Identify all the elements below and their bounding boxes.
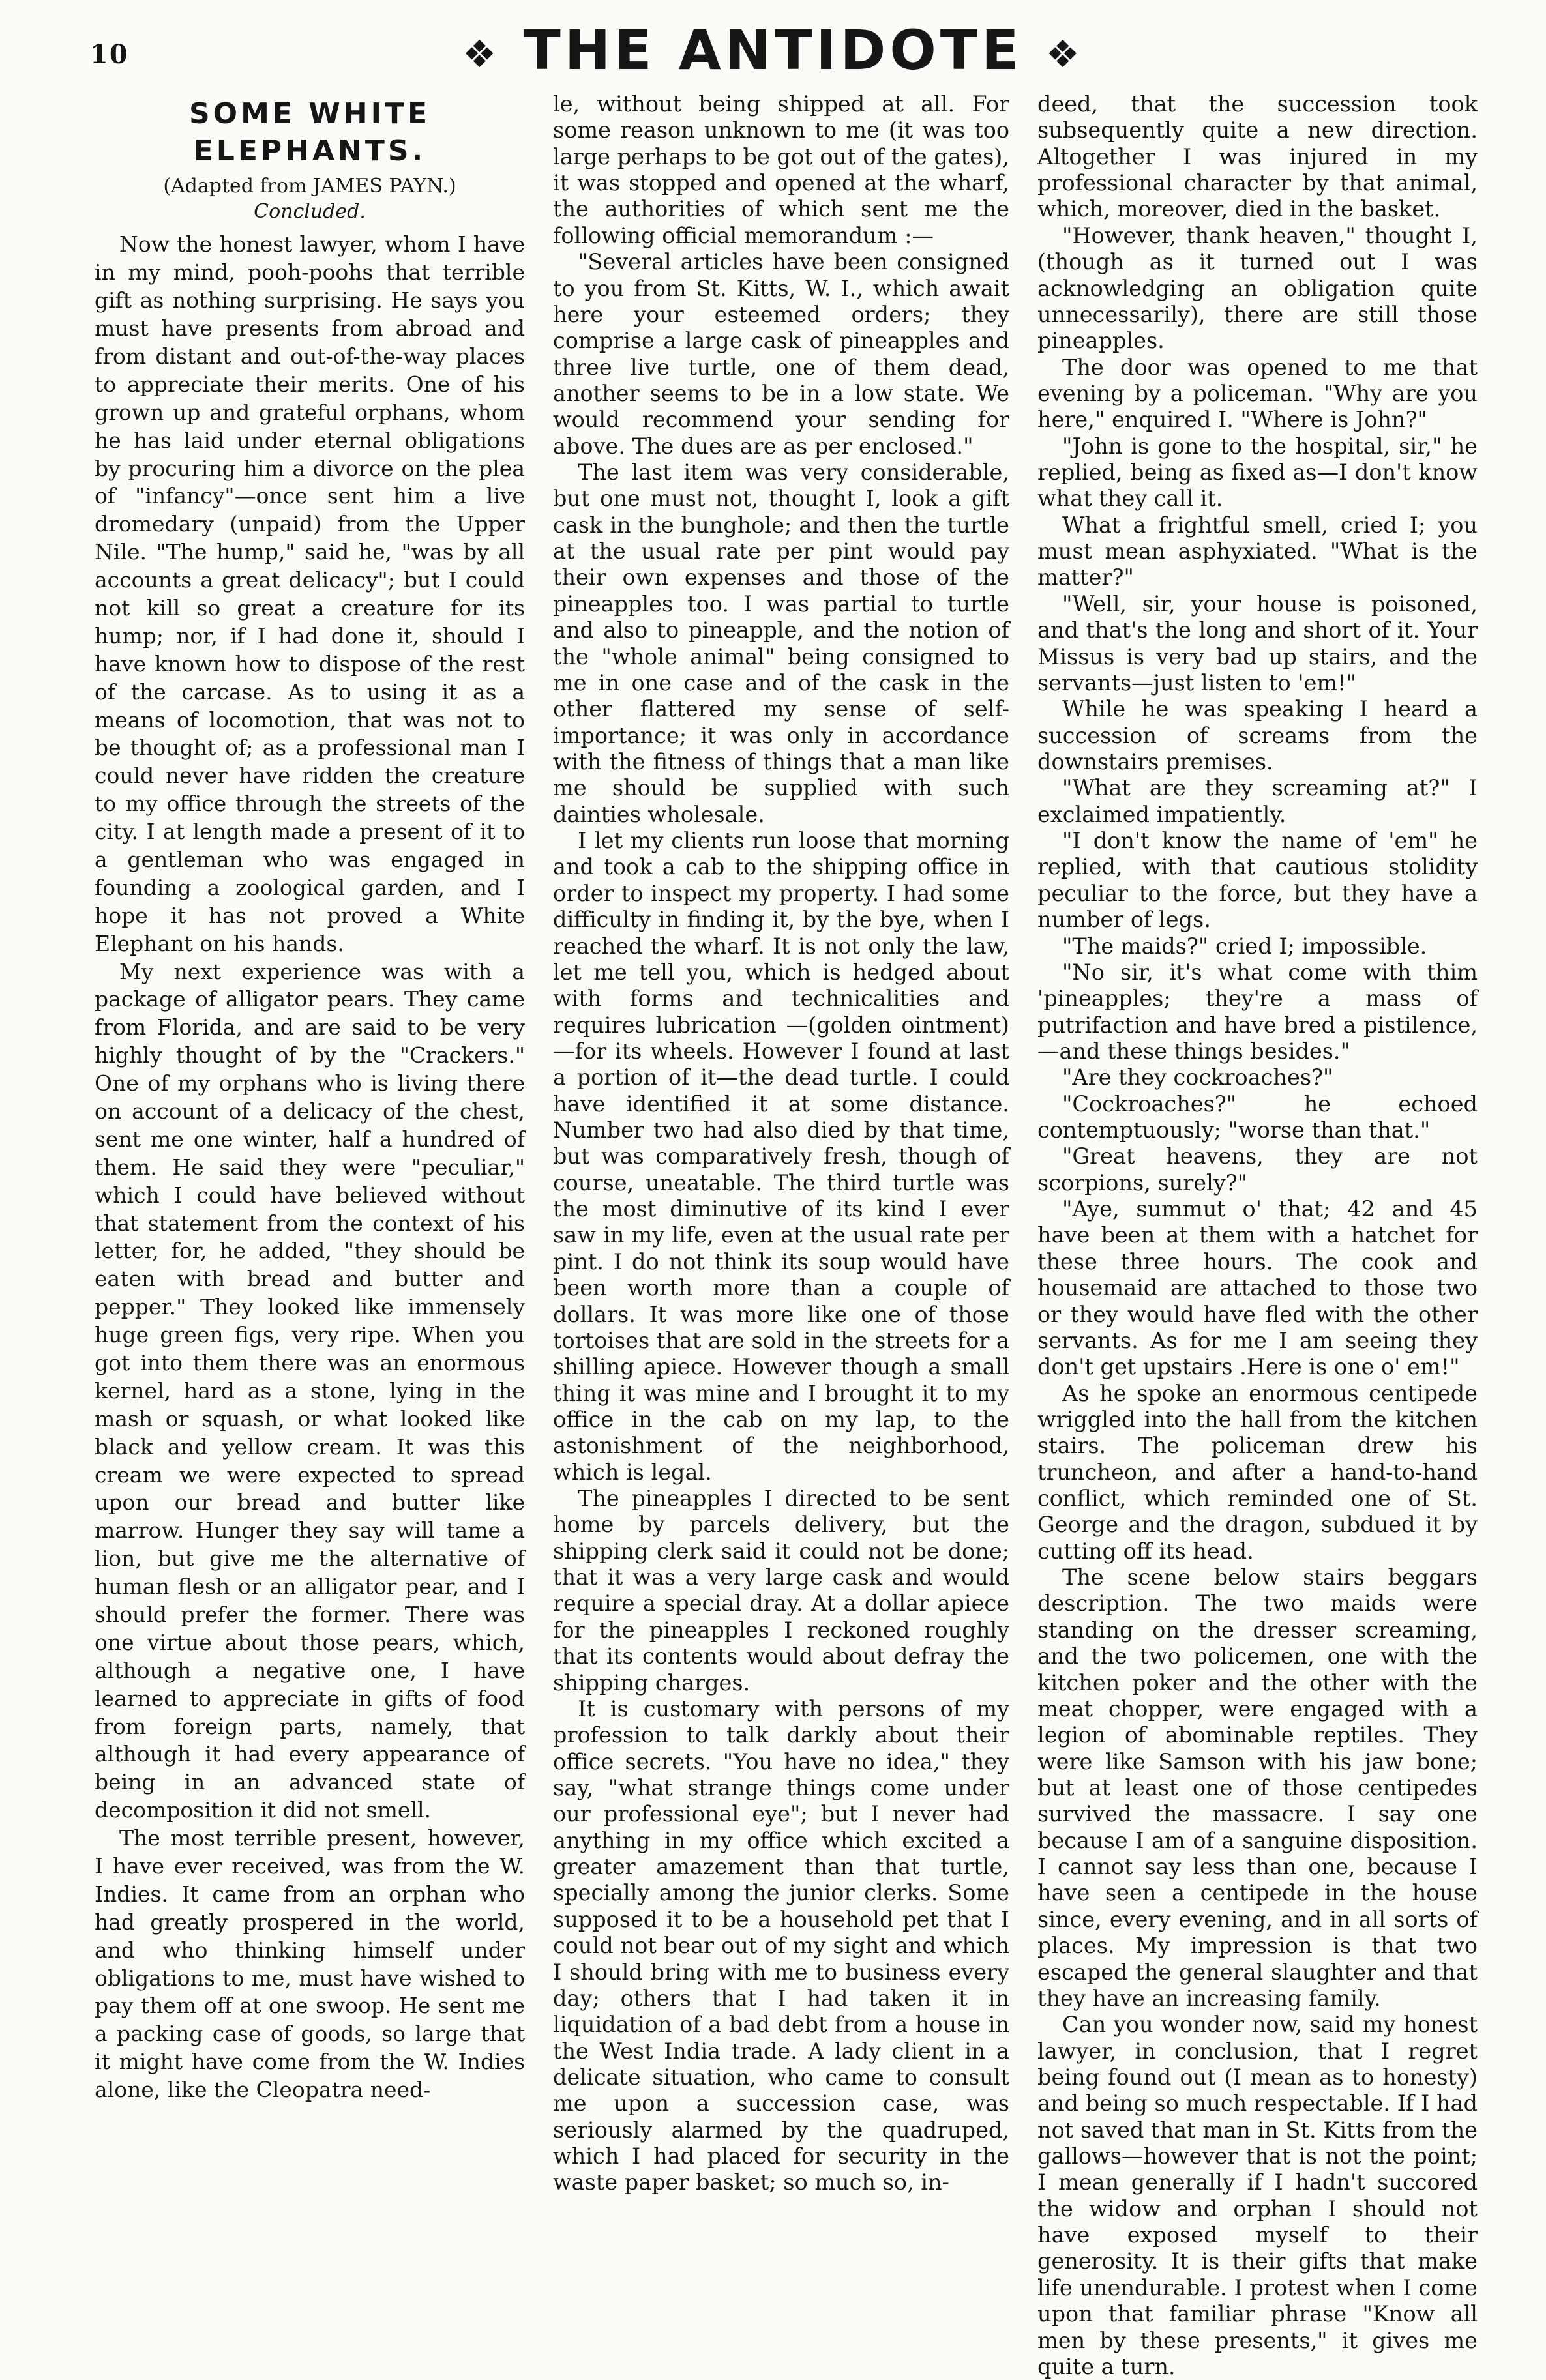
paragraph: I let my clients run loose that morning and took a cab to the shipping office in order to inspect my property. I had some difficulty in finding it, by the bye, when I reached the wharf. It is not only the law, let me tell you, which is hedged about with forms and technicalities and requires lubrication —(golden ointment)—for its wheels. However I found at last a portion of it—the dead turtle. I could have identified it at some distance. Number two had also died by that time, but was comparatively fresh, though of course, uneatable. The third turtle was the most diminutive of its kind I ever saw in my life, even at the usual rate per pint. I do not think its soup would have been worth more than a couple of dollars. It was more like one of those tortoises that are sold in the streets for a shilling apiece. However though a small thing it was mine and I brought it to my office in the cab on my lap, to the astonishment of the neighborhood, which is legal. (553, 828, 1009, 1485)
masthead-title: THE ANTIDOTE (523, 18, 1023, 82)
paragraph: "Are they cockroaches?" (1062, 1065, 1333, 1091)
paragraph: "The maids?" cried I; impossible. (1062, 933, 1427, 959)
paragraph: What a frightful smell, cried I; you must mean asphyxiated. "What is the matter?" (1037, 512, 1478, 591)
paragraph: "I don't know the name of 'em" he replied, with that cautious stolidity peculiar to the force, but they have a number of legs. (1037, 828, 1478, 933)
paragraph: "What are they screaming at?" I exclaimed impatiently. (1037, 775, 1478, 827)
paragraph: deed, that the succession took subsequently quite a new direction. Altogether I was injured in my professional character by that animal, which, moreover, died in the basket. (1037, 91, 1478, 222)
article-status: Concluded. (254, 200, 366, 224)
article-title: SOME WHITE ELEPHANTS. (188, 97, 431, 168)
paragraph: "Great heavens, they are not scorpions, surely?" (1037, 1143, 1478, 1196)
paragraph: "Aye, summut o' that; 42 and 45 have been at them with a hatchet for these three hours. The cook and housemaid are attached to those two or they would have fled with the other servants. As for me I am seeing they don't get upstairs .Here is one o' em!" (1037, 1196, 1478, 1380)
column-3 (1037, 91, 1478, 2379)
column-1 (95, 91, 525, 2103)
paragraph: The pineapples I directed to be sent home by parcels delivery, but the shipping clerk said it could not be done; that it was a very large cask and would require a special dray. At a dollar apiece for the pineapples I reckoned roughly that its contents would about defray the shipping charges. (553, 1486, 1009, 1696)
paragraph: le, without being shipped at all. For some reason unknown to me (it was too large perhaps to be got out of the gates), it was stopped and opened at the wharf, the authorities of which sent me the following official memorandum :— (553, 91, 1009, 248)
quoted-memorandum: "Several articles have been consigned to you from St. Kitts, W. I., which await here your esteemed orders; they comprise a large cask of pineapples and three live turtle, one of them dead, another seems to be in a low state. We would recommend your sending for above. The dues are as per enclosed." (553, 249, 1009, 459)
paragraph: The door was opened to me that evening by a policeman. "Why are you here," enquired I. "Where is John?" (1037, 354, 1478, 433)
paragraph: Now the honest lawyer, whom I have in my mind, pooh-poohs that terrible gift as nothing surprising. He says you must have presents from abroad and from distant and out-of-the-way places to appreciate their merits. One of his grown up and grateful orphans, whom he has laid under eternal obligations by procuring him a divorce on the plea of "infancy"—once sent him a live dromedary (unpaid) from the Upper Nile. "The hump," said he, "was by all accounts a great delicacy"; but I could not kill so great a creature for its hump; nor, if I had done it, should I have known how to dispose of the rest of the carcase. As to using it as a means of locomotion, that was not to be thought of; as a professional man I could never have ridden the creature to my office through the streets of the city. I at length made a present of it to a gentleman who was engaged in founding a zoological garden, and I hope it has not proved a White Elephant on his hands. (95, 231, 525, 956)
paragraph: As he spoke an enormous centipede wriggled into the hall from the kitchen stairs. The policeman drew his truncheon, and after a hand-to-hand conflict, which reminded one of St. George and the dragon, subdued it by cutting off its head. (1037, 1380, 1478, 1564)
paragraph: "Cockroaches?" he echoed contemptuously; "worse than that." (1037, 1091, 1478, 1143)
paragraph: While he was speaking I heard a succession of screams from the downstairs premises. (1037, 696, 1478, 774)
paragraph: My next experience was with a package of alligator pears. They came from Florida, and are said to be very highly thought of by the "Crackers." One of my orphans who is living there on account of a delicacy of the chest, sent me one winter, half a hundred of them. He said they were "peculiar," which I could have believed without that statement from the context of his letter, for, he added, "they should be eaten with bread and butter and pepper." They looked like immensely huge green figs, very ripe. When you got into them there was an enormous kernel, hard as a stone, lying in the mash or squash, or what looked like black and yellow cream. It was this cream we were expected to spread upon our bread and butter like marrow. Hunger they say will tame a lion, but give me the alternative of human flesh or an alligator pear, and I should prefer the former. There was one virtue about those pears, which, although a negative one, I have learned to appreciate in gifts of food from foreign parts, namely, that although it had every appearance of being in an advanced state of decomposition it did not smell. (95, 958, 525, 1823)
paragraph: Can you wonder now, said my honest lawyer, in conclusion, that I regret being found out (I mean as to honesty) and being so much respectable. If I had not saved that man in St. Kitts from the gallows—however that is not the point; I mean generally if I hadn't succored the widow and orphan I should not have exposed myself to their generosity. It is their gifts that make life unendurable. I protest when I come upon that familiar phrase "Know all men by these presents," it gives me quite a turn. (1037, 2012, 1478, 2379)
paragraph: "John is gone to the hospital, sir," he replied, being as fixed as—I don't know what they call it. (1037, 433, 1478, 512)
paragraph: The scene below stairs beggars description. The two maids were standing on the dresser screaming, and the two policemen, one with the kitchen poker and the other with the meat chopper, were engaged with a legion of abominable reptiles. They were like Samson with his jaw bone; but at least one of those centipedes survived the massacre. I say one because I am of a sanguine disposition. I cannot say less than one, because I have seen a centipede in the house since, every evening, and in all sorts of places. My impression is that two escaped the general slaughter and that they have an increasing family. (1037, 1565, 1478, 2011)
paragraph: "However, thank heaven," thought I, (though as it turned out I was acknowledging an obligation quite unnecessarily), there are still those pineapples. (1037, 222, 1478, 354)
article-attribution: (Adapted from JAMES PAYN.) (163, 175, 456, 198)
paragraph: "Well, sir, your house is poisoned, and that's the long and short of it. Your Missus is very bad up stairs, and the servants—just listen to 'em!" (1037, 591, 1478, 696)
ornament-right-icon: ❖ (1045, 32, 1084, 77)
paragraph: The most terrible present, however, I have ever received, was from the W. Indies. It came from an orphan who had greatly prospered in the world, and who thinking himself under obligations to me, must have wished to pay them off at one swoop. He sent me a packing case of goods, so large that it might have come from the W. Indies alone, like the Cleopatra need- (95, 1825, 525, 2103)
ornament-left-icon: ❖ (462, 32, 501, 77)
masthead (0, 18, 1546, 82)
paragraph: It is customary with persons of my profession to talk darkly about their office secrets. "You have no idea," they say, "what strange things come under our professional eye"; but I never had anything in my office which excited a greater amazement than that turtle, specially among the junior clerks. Some supposed it to be a household pet that I could not bear out of my sight and which I should bring with me to business every day; others that I had taken it in liquidation of a bad debt from a house in the West India trade. A lady client in a delicate situation, who came to consult me upon a succession case, was seriously alarmed by the quadruped, which I had placed for security in the waste paper basket; so much so, in- (553, 1696, 1009, 2196)
column-2 (553, 91, 1009, 2196)
page-number: 10 (90, 39, 129, 70)
paragraph: "No sir, it's what come with thim 'pineapples; they're a mass of putrifaction and have bred a pistilence,—and these things besides." (1037, 959, 1478, 1064)
paragraph: The last item was very considerable, but one must not, thought I, look a gift cask in the bunghole; and then the turtle at the usual rate per pint would pay their own expenses and those of the pineapples too. I was partial to turtle and also to pineapple, and the notion of the "whole animal" being consigned to me in one case and of the cask in the other flattered my sense of self-importance; it was only in accordance with the fitness of things that a man like me should be supplied with such dainties wholesale. (553, 460, 1009, 827)
